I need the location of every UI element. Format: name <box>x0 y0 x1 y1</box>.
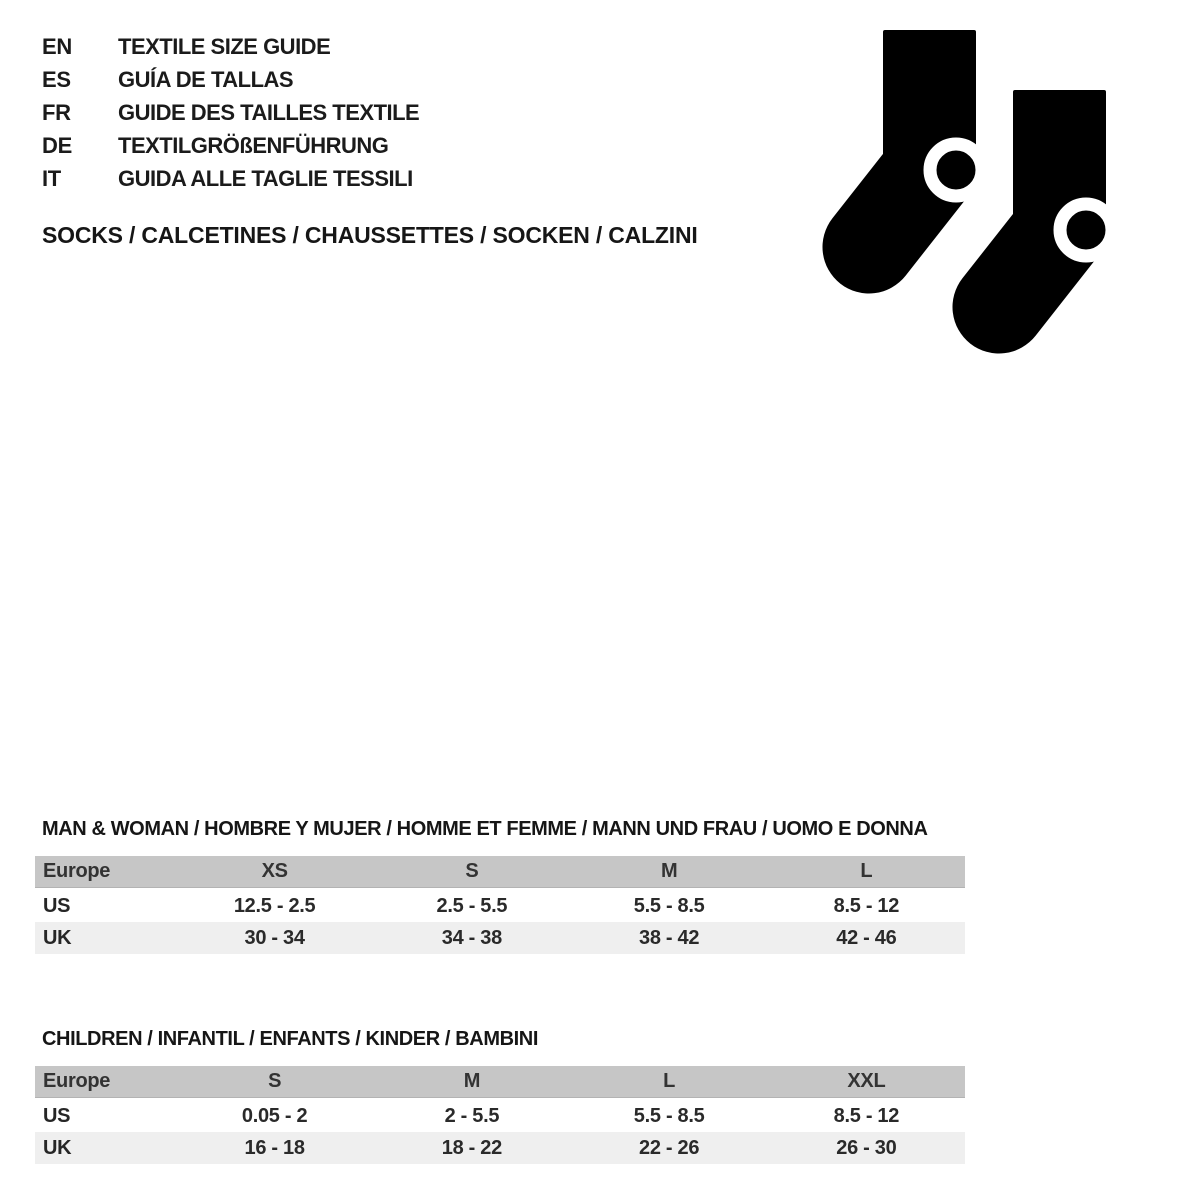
size-cell: 30 - 34 <box>244 926 305 949</box>
language-code: IT <box>42 165 61 191</box>
column-header-size: XXL <box>847 1070 886 1092</box>
size-cell: 38 - 42 <box>639 926 700 949</box>
size-cell: 18 - 22 <box>441 1136 502 1159</box>
size-cell: 42 - 46 <box>836 926 897 949</box>
language-row-it <box>42 162 419 195</box>
table-row-us <box>35 890 965 922</box>
language-row-en <box>42 30 419 63</box>
size-cell: 8.5 - 12 <box>833 894 900 917</box>
size-cell: 22 - 26 <box>639 1136 700 1159</box>
language-row-de <box>42 129 419 162</box>
language-list <box>42 30 419 195</box>
size-cell: 8.5 - 12 <box>833 1104 900 1127</box>
size-cell: 2 - 5.5 <box>444 1104 500 1127</box>
size-cell: 16 - 18 <box>244 1136 305 1159</box>
column-header-size: S <box>268 1070 282 1092</box>
row-label: US <box>43 894 71 917</box>
man-woman-size-table <box>35 856 965 954</box>
language-label: TEXTILGRÖßENFÜHRUNG <box>118 132 389 158</box>
column-header-region: Europe <box>43 1070 111 1092</box>
language-label: GUIDA ALLE TAGLIE TESSILI <box>118 165 413 191</box>
table-row-uk <box>35 922 965 954</box>
language-label: GUIDE DES TAILLES TEXTILE <box>118 99 420 125</box>
size-cell: 12.5 - 2.5 <box>233 894 316 917</box>
language-label: TEXTILE SIZE GUIDE <box>118 33 331 59</box>
column-header-size: M <box>660 860 678 882</box>
children-size-table <box>35 1066 965 1164</box>
size-cell: 5.5 - 8.5 <box>633 894 705 917</box>
column-header-size: XS <box>261 860 288 882</box>
language-code: FR <box>42 99 71 125</box>
size-cell: 34 - 38 <box>441 926 502 949</box>
size-cell: 5.5 - 8.5 <box>633 1104 705 1127</box>
category-title: SOCKS / CALCETINES / CHAUSSETTES / SOCKEN / CALZINI <box>42 222 698 248</box>
column-header-size: M <box>463 1070 481 1092</box>
children-table-title: CHILDREN / INFANTIL / ENFANTS / KINDER / BAMBINI <box>42 1028 538 1050</box>
size-cell: 2.5 - 5.5 <box>436 894 508 917</box>
row-label: UK <box>43 1136 72 1159</box>
column-header-region: Europe <box>43 860 111 882</box>
table-row-us <box>35 1100 965 1132</box>
size-cell: 26 - 30 <box>836 1136 897 1159</box>
table-row-uk <box>35 1132 965 1164</box>
language-code: EN <box>42 33 72 59</box>
table-header-row <box>35 1066 965 1098</box>
row-label: UK <box>43 926 72 949</box>
language-code: ES <box>42 66 71 92</box>
column-header-size: L <box>860 860 873 882</box>
language-row-fr <box>42 96 419 129</box>
table-header-row <box>35 856 965 888</box>
socks-icon <box>813 30 1113 355</box>
column-header-size: S <box>465 860 479 882</box>
man-woman-table-title: MAN & WOMAN / HOMBRE Y MUJER / HOMME ET FEMME / MANN UND FRAU / UOMO E DONNA <box>42 818 928 840</box>
language-row-es <box>42 63 419 96</box>
language-code: DE <box>42 132 72 158</box>
row-label: US <box>43 1104 71 1127</box>
column-header-size: L <box>663 1070 676 1092</box>
size-cell: 0.05 - 2 <box>241 1104 308 1127</box>
language-label: GUÍA DE TALLAS <box>118 66 294 92</box>
